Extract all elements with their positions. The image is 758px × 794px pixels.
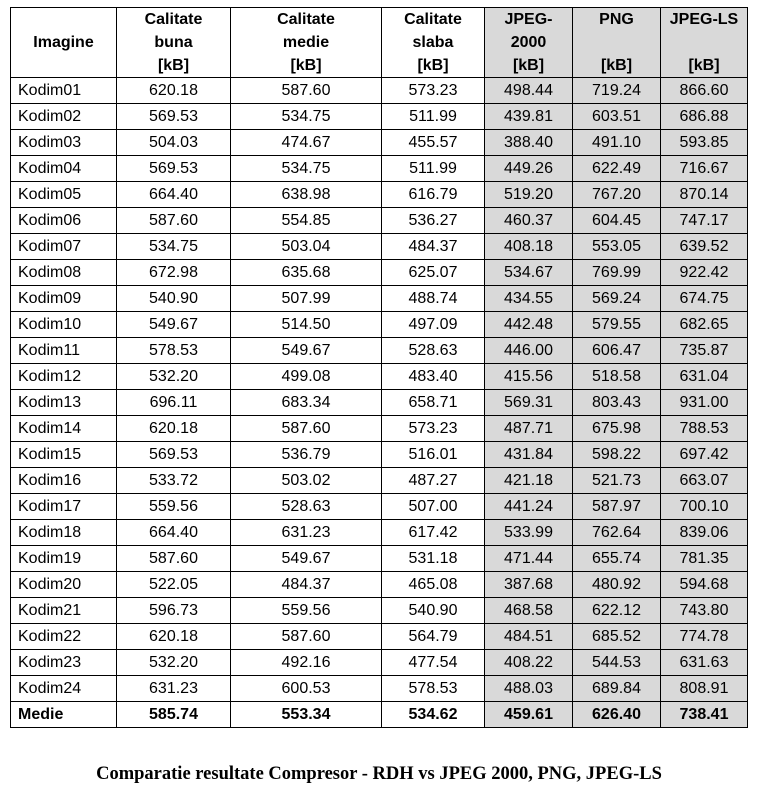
value-cell: 532.20 [117,650,231,676]
value-cell: 683.34 [231,390,382,416]
image-name-cell: Kodim04 [11,156,117,182]
value-cell: 689.84 [573,676,661,702]
value-cell: 388.40 [485,130,573,156]
table-row [11,650,748,676]
value-cell: 769.99 [573,260,661,286]
value-cell: 700.10 [661,494,748,520]
image-name-cell: Kodim03 [11,130,117,156]
value-cell: 587.60 [231,416,382,442]
header-line: slaba [412,34,454,51]
value-cell: 598.22 [573,442,661,468]
table-row [11,364,748,390]
value-cell: 743.80 [661,598,748,624]
value-cell: 518.58 [573,364,661,390]
value-cell: 569.53 [117,442,231,468]
value-cell: 587.60 [117,208,231,234]
value-cell: 504.03 [117,130,231,156]
value-cell: 664.40 [117,520,231,546]
table-row [11,520,748,546]
value-cell: 674.75 [661,286,748,312]
value-cell: 553.34 [231,702,382,728]
value-cell: 639.52 [661,234,748,260]
value-cell: 774.78 [661,624,748,650]
value-cell: 477.54 [382,650,485,676]
value-cell: 922.42 [661,260,748,286]
value-cell: 484.37 [231,572,382,598]
value-cell: 620.18 [117,78,231,104]
header-line: Imagine [33,34,94,51]
header-line: [kB] [157,57,190,74]
value-cell: 781.35 [661,546,748,572]
value-cell: 431.84 [485,442,573,468]
total-label: Medie [11,702,117,728]
value-cell: 533.99 [485,520,573,546]
image-name-cell: Kodim05 [11,182,117,208]
value-cell: 719.24 [573,78,661,104]
image-name-cell: Kodim22 [11,624,117,650]
value-cell: 507.00 [382,494,485,520]
image-name-cell: Kodim13 [11,390,117,416]
value-cell: 540.90 [382,598,485,624]
table-row [11,442,748,468]
value-cell: 503.02 [231,468,382,494]
table-row [11,390,748,416]
value-cell: 487.71 [485,416,573,442]
value-cell: 549.67 [231,338,382,364]
total-row [11,702,748,728]
value-cell: 735.87 [661,338,748,364]
table-row [11,182,748,208]
image-name-cell: Kodim11 [11,338,117,364]
table-row [11,572,748,598]
value-cell: 658.71 [382,390,485,416]
value-cell: 655.74 [573,546,661,572]
value-cell: 528.63 [231,494,382,520]
value-cell: 549.67 [117,312,231,338]
value-cell: 387.68 [485,572,573,598]
value-cell: 747.17 [661,208,748,234]
value-cell: 488.74 [382,286,485,312]
value-cell: 408.18 [485,234,573,260]
value-cell: 483.40 [382,364,485,390]
value-cell: 579.55 [573,312,661,338]
value-cell: 631.23 [117,676,231,702]
image-name-cell: Kodim10 [11,312,117,338]
table-row [11,208,748,234]
value-cell: 594.68 [661,572,748,598]
value-cell: 631.04 [661,364,748,390]
value-cell: 620.18 [117,624,231,650]
value-cell: 534.62 [382,702,485,728]
value-cell: 442.48 [485,312,573,338]
value-cell: 480.92 [573,572,661,598]
value-cell: 587.97 [573,494,661,520]
value-cell: 631.63 [661,650,748,676]
value-cell: 870.14 [661,182,748,208]
value-cell: 593.85 [661,130,748,156]
value-cell: 616.79 [382,182,485,208]
image-name-cell: Kodim06 [11,208,117,234]
value-cell: 446.00 [485,338,573,364]
value-cell: 449.26 [485,156,573,182]
value-cell: 569.24 [573,286,661,312]
header-line: [kB] [688,57,720,74]
image-name-cell: Kodim18 [11,520,117,546]
value-cell: 528.63 [382,338,485,364]
value-cell: 522.05 [117,572,231,598]
table-row [11,598,748,624]
image-name-cell: Kodim24 [11,676,117,702]
value-cell: 685.52 [573,624,661,650]
value-cell: 434.55 [485,286,573,312]
header-line: Calitate [144,11,203,28]
value-cell: 564.79 [382,624,485,650]
value-cell: 499.08 [231,364,382,390]
value-cell: 622.12 [573,598,661,624]
value-cell: 408.22 [485,650,573,676]
value-cell: 511.99 [382,104,485,130]
table-row [11,156,748,182]
value-cell: 487.27 [382,468,485,494]
value-cell: 664.40 [117,182,231,208]
value-cell: 536.79 [231,442,382,468]
value-cell: 578.53 [117,338,231,364]
value-cell: 604.45 [573,208,661,234]
value-cell: 578.53 [382,676,485,702]
image-name-cell: Kodim20 [11,572,117,598]
image-name-cell: Kodim16 [11,468,117,494]
value-cell: 839.06 [661,520,748,546]
header-line: medie [282,34,330,51]
value-cell: 696.11 [117,390,231,416]
value-cell: 569.31 [485,390,573,416]
value-cell: 533.72 [117,468,231,494]
value-cell: 587.60 [231,78,382,104]
value-cell: 455.57 [382,130,485,156]
value-cell: 587.60 [231,624,382,650]
value-cell: 620.18 [117,416,231,442]
value-cell: 554.85 [231,208,382,234]
value-cell: 569.53 [117,104,231,130]
header-line: 2000 [510,34,547,51]
table-row [11,312,748,338]
header-jpeg2000 [485,8,573,78]
header-line: buna [154,34,193,51]
image-name-cell: Kodim01 [11,78,117,104]
header-line: [kB] [417,57,449,74]
image-name-cell: Kodim19 [11,546,117,572]
value-cell: 603.51 [573,104,661,130]
value-cell: 606.47 [573,338,661,364]
image-name-cell: Kodim08 [11,260,117,286]
value-cell: 622.49 [573,156,661,182]
table-row [11,130,748,156]
header-line: PNG [599,11,634,28]
header-line: Calitate [404,11,462,28]
value-cell: 498.44 [485,78,573,104]
value-cell: 474.67 [231,130,382,156]
table-row [11,234,748,260]
table-row [11,78,748,104]
value-cell: 625.07 [382,260,485,286]
value-cell: 421.18 [485,468,573,494]
value-cell: 573.23 [382,416,485,442]
table-row [11,676,748,702]
value-cell: 471.44 [485,546,573,572]
value-cell: 415.56 [485,364,573,390]
header-line [573,31,660,54]
image-name-cell: Kodim17 [11,494,117,520]
table-row [11,286,748,312]
value-cell: 507.99 [231,286,382,312]
value-cell: 587.60 [117,546,231,572]
value-cell: 931.00 [661,390,748,416]
table-body [11,78,748,728]
results-table [10,7,748,728]
image-name-cell: Kodim09 [11,286,117,312]
value-cell: 492.16 [231,650,382,676]
value-cell: 488.03 [485,676,573,702]
header-quality-good [117,8,231,78]
value-cell: 519.20 [485,182,573,208]
header-line: [kB] [290,57,322,74]
value-cell: 497.09 [382,312,485,338]
value-cell: 534.75 [231,104,382,130]
header-png [573,8,661,78]
value-cell: 460.37 [485,208,573,234]
value-cell: 503.04 [231,234,382,260]
value-cell: 626.40 [573,702,661,728]
value-cell: 491.10 [573,130,661,156]
value-cell: 675.98 [573,416,661,442]
value-cell: 540.90 [117,286,231,312]
header-line [661,31,747,54]
value-cell: 465.08 [382,572,485,598]
header-line: JPEG-LS [669,11,739,28]
image-name-cell: Kodim21 [11,598,117,624]
value-cell: 762.64 [573,520,661,546]
value-cell: 803.43 [573,390,661,416]
value-cell: 638.98 [231,182,382,208]
value-cell: 553.05 [573,234,661,260]
value-cell: 866.60 [661,78,748,104]
value-cell: 635.68 [231,260,382,286]
image-name-cell: Kodim15 [11,442,117,468]
table-row [11,416,748,442]
value-cell: 596.73 [117,598,231,624]
header-quality-low [382,8,485,78]
value-cell: 468.58 [485,598,573,624]
value-cell: 559.56 [231,598,382,624]
value-cell: 534.67 [485,260,573,286]
value-cell: 808.91 [661,676,748,702]
value-cell: 531.18 [382,546,485,572]
value-cell: 516.01 [382,442,485,468]
value-cell: 631.23 [231,520,382,546]
header-image [11,8,117,78]
table-row [11,624,748,650]
header-line: [kB] [600,57,633,74]
image-name-cell: Kodim12 [11,364,117,390]
value-cell: 663.07 [661,468,748,494]
value-cell: 686.88 [661,104,748,130]
table-row [11,494,748,520]
table-row [11,546,748,572]
table-row [11,468,748,494]
value-cell: 532.20 [117,364,231,390]
table-row [11,104,748,130]
value-cell: 484.51 [485,624,573,650]
value-cell: 549.67 [231,546,382,572]
value-cell: 672.98 [117,260,231,286]
value-cell: 511.99 [382,156,485,182]
value-cell: 459.61 [485,702,573,728]
table-row [11,260,748,286]
value-cell: 697.42 [661,442,748,468]
value-cell: 544.53 [573,650,661,676]
header-quality-medium [231,8,382,78]
header-line: [kB] [512,57,545,74]
value-cell: 767.20 [573,182,661,208]
image-name-cell: Kodim14 [11,416,117,442]
value-cell: 738.41 [661,702,748,728]
value-cell: 585.74 [117,702,231,728]
value-cell: 682.65 [661,312,748,338]
value-cell: 441.24 [485,494,573,520]
value-cell: 536.27 [382,208,485,234]
header-row [11,8,748,78]
image-name-cell: Kodim02 [11,104,117,130]
value-cell: 534.75 [117,234,231,260]
value-cell: 559.56 [117,494,231,520]
header-jpegls [661,8,748,78]
image-name-cell: Kodim23 [11,650,117,676]
value-cell: 521.73 [573,468,661,494]
value-cell: 600.53 [231,676,382,702]
value-cell: 439.81 [485,104,573,130]
table-row [11,338,748,364]
value-cell: 788.53 [661,416,748,442]
value-cell: 484.37 [382,234,485,260]
value-cell: 569.53 [117,156,231,182]
value-cell: 514.50 [231,312,382,338]
value-cell: 534.75 [231,156,382,182]
value-cell: 573.23 [382,78,485,104]
value-cell: 617.42 [382,520,485,546]
table-caption: Comparatie resultate Compresor - RDH vs JPEG 2000, PNG, JPEG-LS [96,764,662,784]
value-cell: 716.67 [661,156,748,182]
image-name-cell: Kodim07 [11,234,117,260]
header-line: JPEG- [504,11,553,28]
header-line: Calitate [277,11,335,28]
